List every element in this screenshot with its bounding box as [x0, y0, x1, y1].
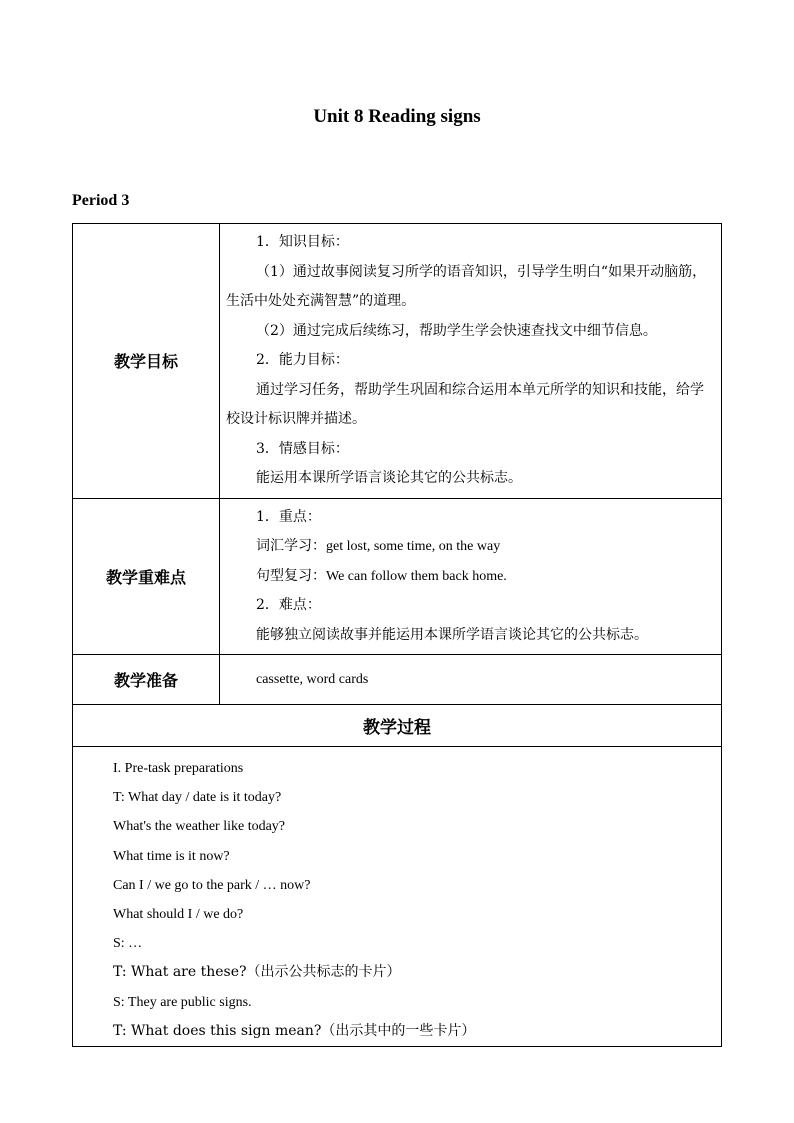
goals-line: （1）通过故事阅读复习所学的语音知识，引导学生明白“如果开动脑筋，生活中处处充满智慧”的道理。 [226, 263, 707, 309]
goals-line: 通过学习任务，帮助学生巩固和综合运用本单元所学的知识和技能，给学校设计标识牌并描述。 [226, 381, 704, 427]
procedure-line: T: What day / date is it today? [113, 790, 282, 806]
procedure-line: I. Pre-task preparations [113, 761, 244, 776]
key-points-line: 句型复习：We can follow them back home. [256, 568, 507, 584]
key-points-line: 词汇学习：get lost, some time, on the way [256, 539, 501, 554]
procedure-label: 教学过程 [73, 705, 722, 747]
goals-line: （2）通过完成后续练习，帮助学生学会快速查找文中细节信息。 [256, 322, 657, 339]
goals-row [73, 224, 722, 499]
preparation-value: cassette, word cards [256, 671, 369, 687]
procedure-line: S: … [113, 936, 143, 952]
goals-content [220, 224, 722, 499]
procedure-line: S: They are public signs. [113, 994, 252, 1010]
key-points-content [220, 498, 722, 655]
procedure-content [73, 747, 722, 1047]
key-points-line: 能够独立阅读故事并能运用本课所学语言谈论其它的公共标志。 [256, 626, 648, 643]
preparation-label: 教学准备 [73, 655, 220, 705]
period-label: Period 3 [72, 192, 130, 209]
procedure-line: T: What are these?（出示公共标志的卡片） [113, 964, 401, 981]
goals-line: 能运用本课所学语言谈论其它的公共标志。 [256, 470, 522, 486]
procedure-line: Can I / we go to the park / … now? [113, 877, 311, 893]
preparation-row [73, 655, 722, 705]
lesson-plan-table [72, 223, 722, 1047]
procedure-line: T: What does this sign mean?（出示其中的一些卡片） [113, 1022, 476, 1039]
procedure-line: What's the weather like today? [113, 819, 286, 835]
key-points-label: 教学重难点 [73, 498, 220, 655]
goals-line: 3．情感目标： [256, 440, 349, 457]
key-points-line: 2．难点： [256, 597, 321, 613]
procedure-line: What should I / we do? [113, 907, 244, 923]
procedure-header-row [73, 705, 722, 747]
procedure-row [73, 747, 722, 1047]
goals-line: 1．知识目标： [256, 234, 349, 250]
goals-label: 教学目标 [73, 224, 220, 499]
document-title: Unit 8 Reading signs [313, 106, 481, 127]
goals-line: 2．能力目标： [256, 352, 349, 368]
procedure-line: What time is it now? [113, 848, 230, 864]
key-points-line: 1．重点： [256, 508, 321, 525]
key-points-row [73, 498, 722, 655]
